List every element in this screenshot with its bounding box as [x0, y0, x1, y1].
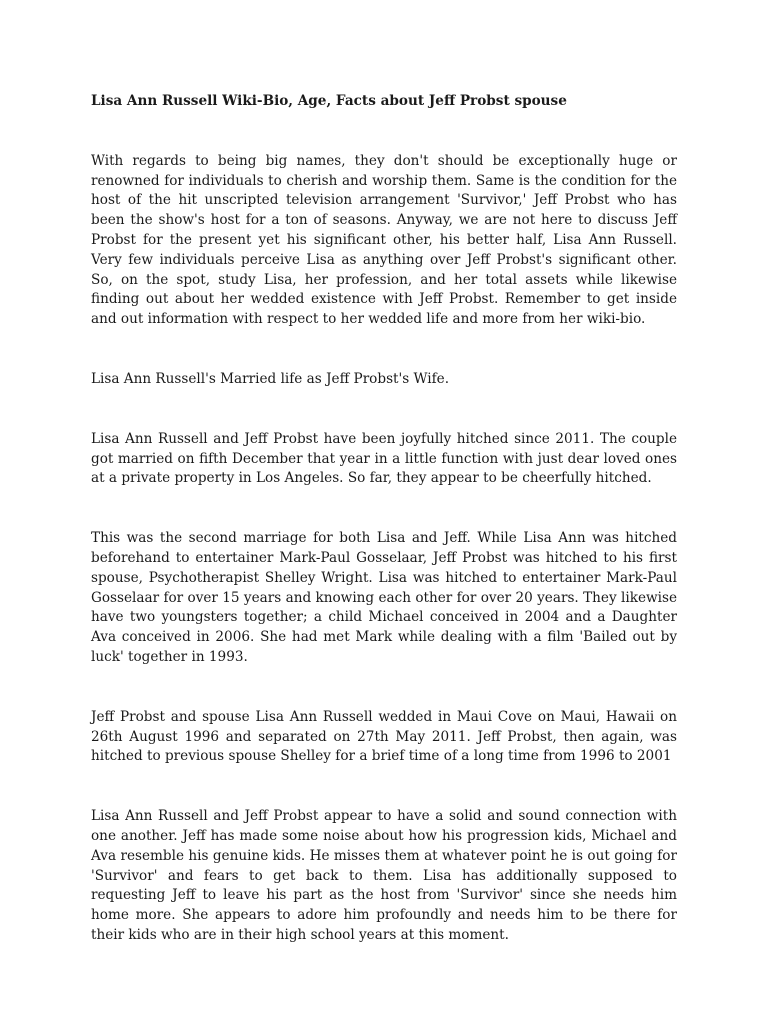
- paragraph-marriage-2011: Lisa Ann Russell and Jeff Probst have been joyfully hitched since 2011. The couple got married on fifth December that year in a little function with just dear loved ones at a private property in Los Angeles. So far, they appear to be cheerfully hitched.: [91, 430, 677, 487]
- paragraph-subheading-married-life: Lisa Ann Russell's Married life as Jeff Probst's Wife.: [91, 370, 450, 387]
- paragraph-intro: With regards to being big names, they don't should be exceptionally huge or renowned for individuals to cherish and worship them. Same is the condition for the host of the hit unscripted television arrangement 'Survivor,' Jeff Probst who has been the show's host for a ton of seasons. Anyway, we are not here to discuss Jeff Probst for the present yet his significant other, his better half, Lisa Ann Russell. Very few individuals perceive Lisa as anything over Jeff Probst's significant other. So, on the spot, study Lisa, her profession, and her total assets while likewise finding out about her wedded existence with Jeff Probst. Remember to get inside and out information with respect to her wedded life and more from her wiki-bio.: [91, 152, 677, 328]
- paragraph-previous-marriages: Jeff Probst and spouse Lisa Ann Russell wedded in Maui Cove on Maui, Hawaii on 26th August 1996 and separated on 27th May 2011. Jeff Probst, then again, was hitched to previous spouse Shelley for a brief time of a long time from 1996 to 2001: [91, 708, 677, 765]
- document-title: Lisa Ann Russell Wiki-Bio, Age, Facts about Jeff Probst spouse: [91, 93, 567, 109]
- paragraph-relationship: Lisa Ann Russell and Jeff Probst appear to have a solid and sound connection with one another. Jeff has made some noise about how his progression kids, Michael and Ava resemble his genuine kids. He misses them at whatever point he is out going for 'Survivor' and fears to get back to them. Lisa has additionally supposed to requesting Jeff to leave his part as the host from 'Survivor' since she needs him home more. She appears to adore him profoundly and needs him to be there for their kids who are in their high school years at this moment.: [91, 808, 677, 943]
- paragraph-second-marriage: This was the second marriage for both Lisa and Jeff. While Lisa Ann was hitched beforehand to entertainer Mark-Paul Gosselaar, Jeff Probst was hitched to his first spouse, Psychotherapist Shelley Wright. Lisa was hitched to entertainer Mark-Paul Gosselaar for over 15 years and knowing each other for over 20 years. They likewise have two youngsters together; a child Michael conceived in 2004 and a Daughter Ava conceived in 2006. She had met Mark while dealing with a film 'Bailed out by luck' together in 1993.: [91, 530, 677, 665]
